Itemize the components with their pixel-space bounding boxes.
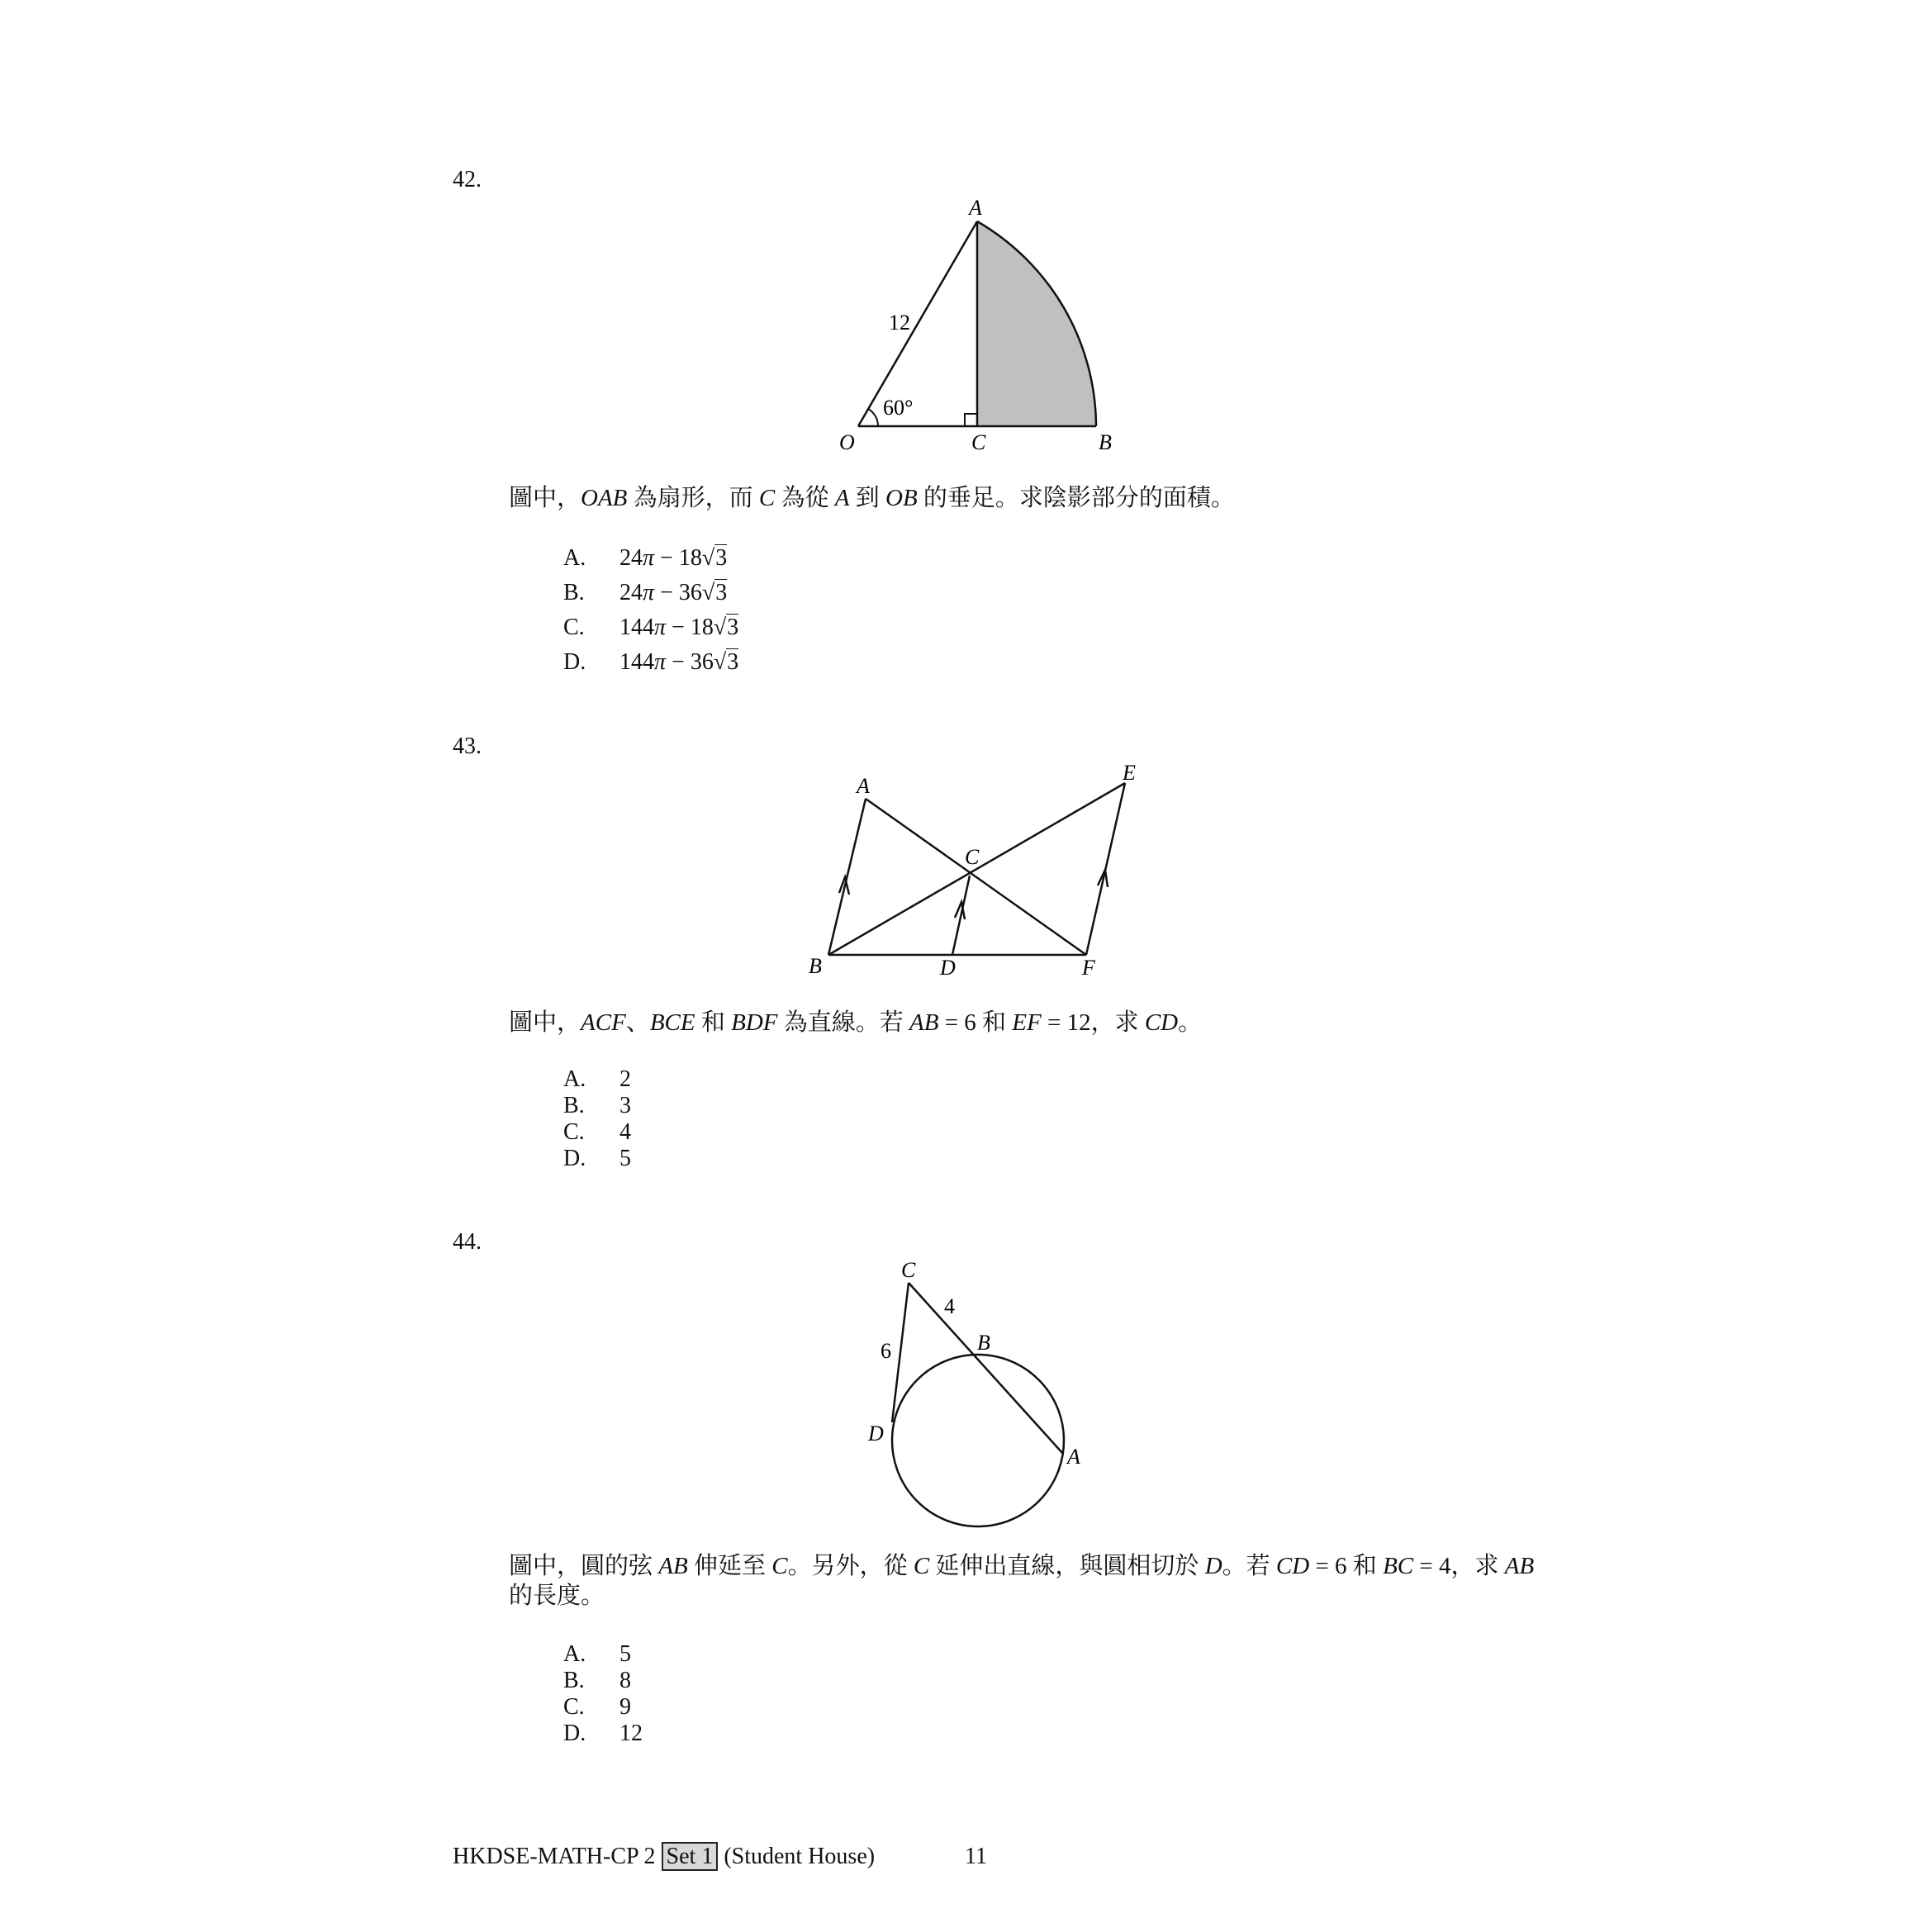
label-D: D [940, 956, 956, 980]
set-badge: Set 1 [662, 1842, 719, 1871]
label-O: O [839, 430, 855, 454]
option-expression: 24π − 36√3 [619, 580, 728, 605]
question-text-44-line2: 的長度。 [509, 1583, 605, 1609]
question-number-43: 43. [453, 733, 482, 759]
label-A: A [857, 774, 870, 798]
side-label-12: 12 [889, 311, 910, 335]
question-text-43: 圖中，ACF、BCE 和 BDF 為直線。若 AB = 6 和 EF = 12，求 CD。 [509, 1009, 1203, 1036]
option-letter: B. [563, 1668, 585, 1693]
length-label-6: 6 [881, 1339, 891, 1363]
option-letter: B. [563, 580, 585, 605]
question-number-44: 44. [453, 1229, 482, 1255]
option-expression: 144π − 36√3 [619, 649, 739, 675]
label-A: A [969, 196, 982, 220]
label-B: B [977, 1331, 990, 1355]
option-value: 2 [619, 1066, 631, 1092]
option-value: 3 [619, 1093, 631, 1118]
line-cd [892, 1283, 909, 1422]
label-C: C [965, 845, 980, 869]
option-value: 5 [619, 1146, 631, 1171]
house-label: (Student House) [724, 1844, 876, 1869]
label-C: C [971, 430, 986, 454]
option-value: 4 [619, 1119, 631, 1145]
label-C: C [901, 1258, 916, 1282]
option-letter: A. [563, 545, 586, 571]
option-letter: C. [563, 1694, 585, 1720]
option-letter: A. [563, 1066, 586, 1092]
label-B: B [1099, 430, 1112, 454]
label-B: B [809, 954, 822, 978]
option-expression: 144π − 18√3 [619, 615, 739, 640]
label-E: E [1123, 761, 1136, 785]
option-value: 8 [619, 1668, 631, 1693]
exam-code: HKDSE-MATH-CP 2 [453, 1844, 656, 1869]
option-value: 12 [619, 1721, 643, 1746]
label-D: D [868, 1422, 884, 1445]
option-letter: D. [563, 1146, 586, 1171]
page-number: 11 [965, 1844, 987, 1869]
circle [892, 1355, 1064, 1526]
option-letter: D. [563, 1721, 586, 1746]
option-value: 5 [619, 1641, 631, 1667]
option-letter: C. [563, 615, 585, 640]
option-letter: B. [563, 1093, 585, 1118]
length-label-4: 4 [944, 1294, 955, 1318]
option-letter: D. [563, 649, 586, 675]
label-F: F [1082, 956, 1095, 980]
option-letter: C. [563, 1119, 585, 1145]
angle-label-60: 60° [883, 396, 914, 420]
question-text-42: 圖中，OAB 為扇形，而 C 為從 A 到 OB 的垂足。求陰影部分的面積。 [509, 485, 1235, 511]
question-text-44-line1: 圖中，圓的弦 AB 伸延至 C。另外，從 C 延伸出直線，與圓相切於 D。若 CD = 6 和 BC = 4，求 AB [509, 1553, 1535, 1579]
option-value: 9 [619, 1694, 631, 1720]
option-letter: A. [563, 1641, 586, 1667]
footer [453, 1844, 875, 1870]
question-number-42: 42. [453, 167, 482, 192]
label-A: A [1067, 1445, 1080, 1469]
option-expression: 24π − 18√3 [619, 545, 728, 571]
